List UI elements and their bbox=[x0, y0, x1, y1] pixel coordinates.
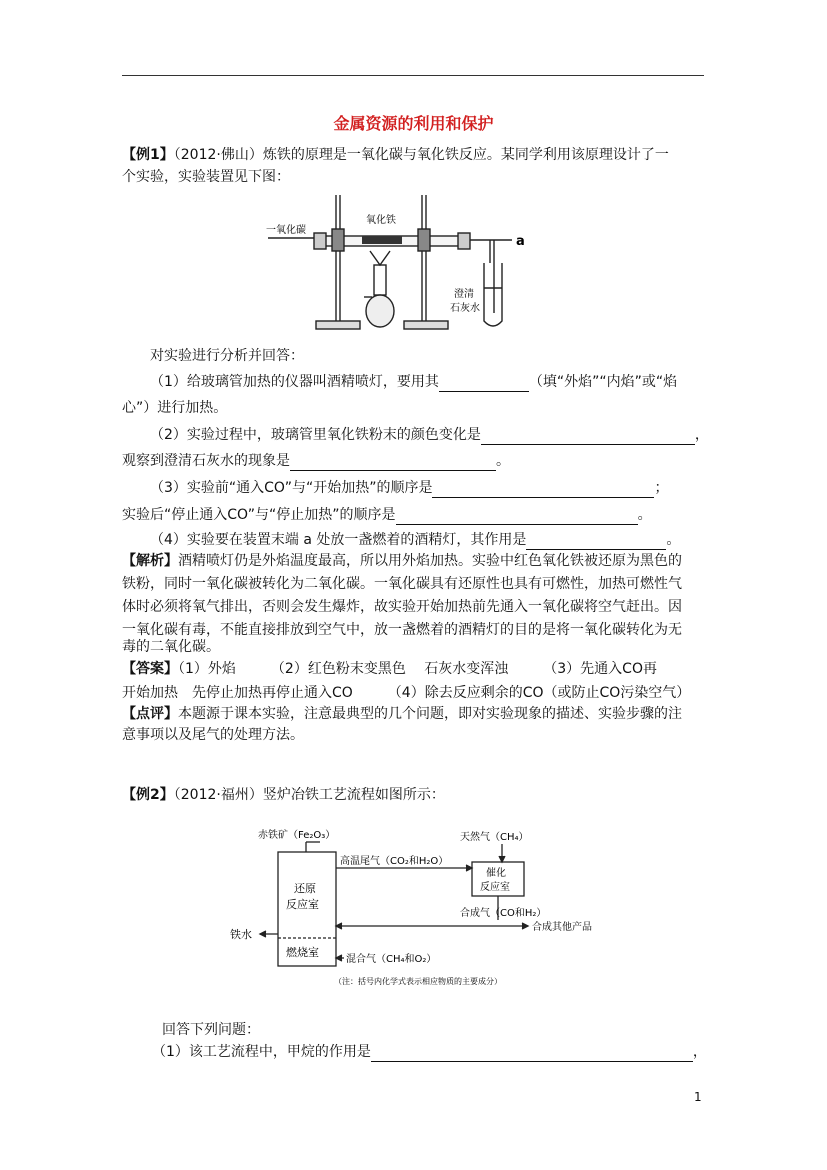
answer-blank-3[interactable] bbox=[290, 454, 496, 471]
header-rule bbox=[122, 75, 704, 76]
iron-oxide-powder bbox=[362, 236, 402, 244]
label-catalysis-1: 催化 bbox=[486, 868, 506, 879]
ex1-q3-cont: 实验后“停止通入CO”与“停止加热”的顺序是 。 bbox=[122, 507, 652, 523]
label-ore: 赤铁矿（Fe₂O₃） bbox=[258, 830, 336, 841]
answer-tag: 【答案】 bbox=[122, 661, 178, 677]
label-natural-gas: 天然气（CH₄） bbox=[460, 832, 529, 843]
label-other-products: 合成其他产品 bbox=[532, 922, 592, 933]
ex1-q3: （3）实验前“通入CO”与“开始加热”的顺序是 ； bbox=[150, 480, 669, 496]
ex2-intro: 回答下列问题： bbox=[162, 1022, 260, 1038]
answer-blank-1[interactable] bbox=[439, 375, 529, 392]
ex2-line1: 【例2】（2012·福州）竖炉冶铁工艺流程如图所示： bbox=[122, 787, 445, 803]
answer-blank-2[interactable] bbox=[481, 428, 695, 445]
analysis-line4: 一氧化碳有毒，不能直接排放到空气中，放一盏燃着的酒精灯的目的是将一氧化碳转化为无 bbox=[122, 622, 682, 638]
ex1-line2: 个实验，实验装置见下图： bbox=[122, 169, 290, 185]
ex1-q4: （4）实验要在装置末端 a 处放一盏燃着的酒精灯，其作用是 。 bbox=[150, 532, 681, 548]
label-mixed-gas: 混合气（CH₄和O₂） bbox=[346, 954, 437, 965]
comment-tag: 【点评】 bbox=[122, 706, 178, 722]
answer-line1: 【答案】（1）外焰 （2）红色粉末变黑色 石灰水变浑浊 （3）先通入CO再 bbox=[122, 661, 657, 677]
label-iron-oxide: 氧化铁 bbox=[366, 215, 396, 226]
ex2-q1: （1）该工艺流程中，甲烷的作用是 ， bbox=[152, 1044, 707, 1060]
label-reduction-2: 反应室 bbox=[286, 898, 319, 911]
label-reduction-1: 还原 bbox=[294, 882, 316, 895]
answer-blank-7[interactable] bbox=[371, 1045, 693, 1062]
ex1-q1-cont: 心”）进行加热。 bbox=[122, 400, 228, 416]
analysis-tag: 【解析】 bbox=[122, 553, 178, 569]
label-lime-1: 澄清 bbox=[454, 289, 474, 300]
ex1-q1: （1）给玻璃管加热的仪器叫酒精喷灯，要用其 （填“外焰”“内焰”或“焰 bbox=[150, 374, 678, 390]
label-lime-2: 石灰水 bbox=[450, 303, 480, 314]
label-syngas: 合成气（CO和H₂） bbox=[460, 908, 547, 919]
comment-line2: 意事项以及尾气的处理方法。 bbox=[122, 727, 304, 743]
analysis-line3: 体时必须将氧气排出，否则会发生爆炸，故实验开始加热前先通入一氧化碳将空气赶出。因 bbox=[122, 599, 682, 615]
label-tail-gas: 高温尾气（CO₂和H₂O） bbox=[340, 856, 449, 867]
ex1-q2: （2）实验过程中，玻璃管里氧化铁粉末的颜色变化是 ， bbox=[150, 427, 709, 443]
ex1-tag: 【例1】 bbox=[122, 147, 174, 163]
answer-blank-4[interactable] bbox=[432, 481, 654, 498]
analysis-line1: 【解析】酒精喷灯仍是外焰温度最高，所以用外焰加热。实验中红色氧化铁被还原为黑色的 bbox=[122, 553, 682, 569]
page-title: 金属资源的利用和保护 bbox=[333, 114, 494, 133]
label-co: 一氧化碳 bbox=[266, 225, 306, 236]
comment-line1: 【点评】本题源于课本实验，注意最典型的几个问题，即对实验现象的描述、实验步骤的注 bbox=[122, 706, 682, 722]
ex1-intro: 对实验进行分析并回答： bbox=[150, 348, 304, 364]
label-catalysis-2: 反应室 bbox=[480, 882, 510, 893]
page-number: 1 bbox=[694, 1090, 702, 1104]
analysis-line5: 毒的二氧化碳。 bbox=[122, 639, 220, 655]
label-a: a bbox=[516, 234, 525, 249]
analysis-line2: 铁粉，同时一氧化碳被转化为二氧化碳。一氧化碳具有还原性也具有可燃性，加热可燃性气 bbox=[122, 576, 682, 592]
answer-line2: 开始加热 先停止加热再停止通入CO （4）除去反应剩余的CO（或防止CO污染空气） bbox=[122, 685, 691, 701]
ex1-apparatus-figure bbox=[262, 193, 554, 335]
label-combustion: 燃烧室 bbox=[286, 946, 319, 959]
answer-blank-5[interactable] bbox=[396, 508, 638, 525]
label-note: （注：括号内化学式表示相应物质的主要成分） bbox=[334, 977, 502, 986]
ex1-q2-cont: 观察到澄清石灰水的现象是 。 bbox=[122, 453, 510, 469]
ex2-flow-diagram bbox=[228, 822, 610, 992]
label-molten-iron: 铁水 bbox=[230, 928, 252, 941]
ex1-line1: 【例1】（2012·佛山）炼铁的原理是一氧化碳与氧化铁反应。某同学利用该原理设计了一 bbox=[122, 147, 669, 163]
answer-blank-6[interactable] bbox=[526, 533, 666, 550]
ex2-tag: 【例2】 bbox=[122, 787, 174, 803]
